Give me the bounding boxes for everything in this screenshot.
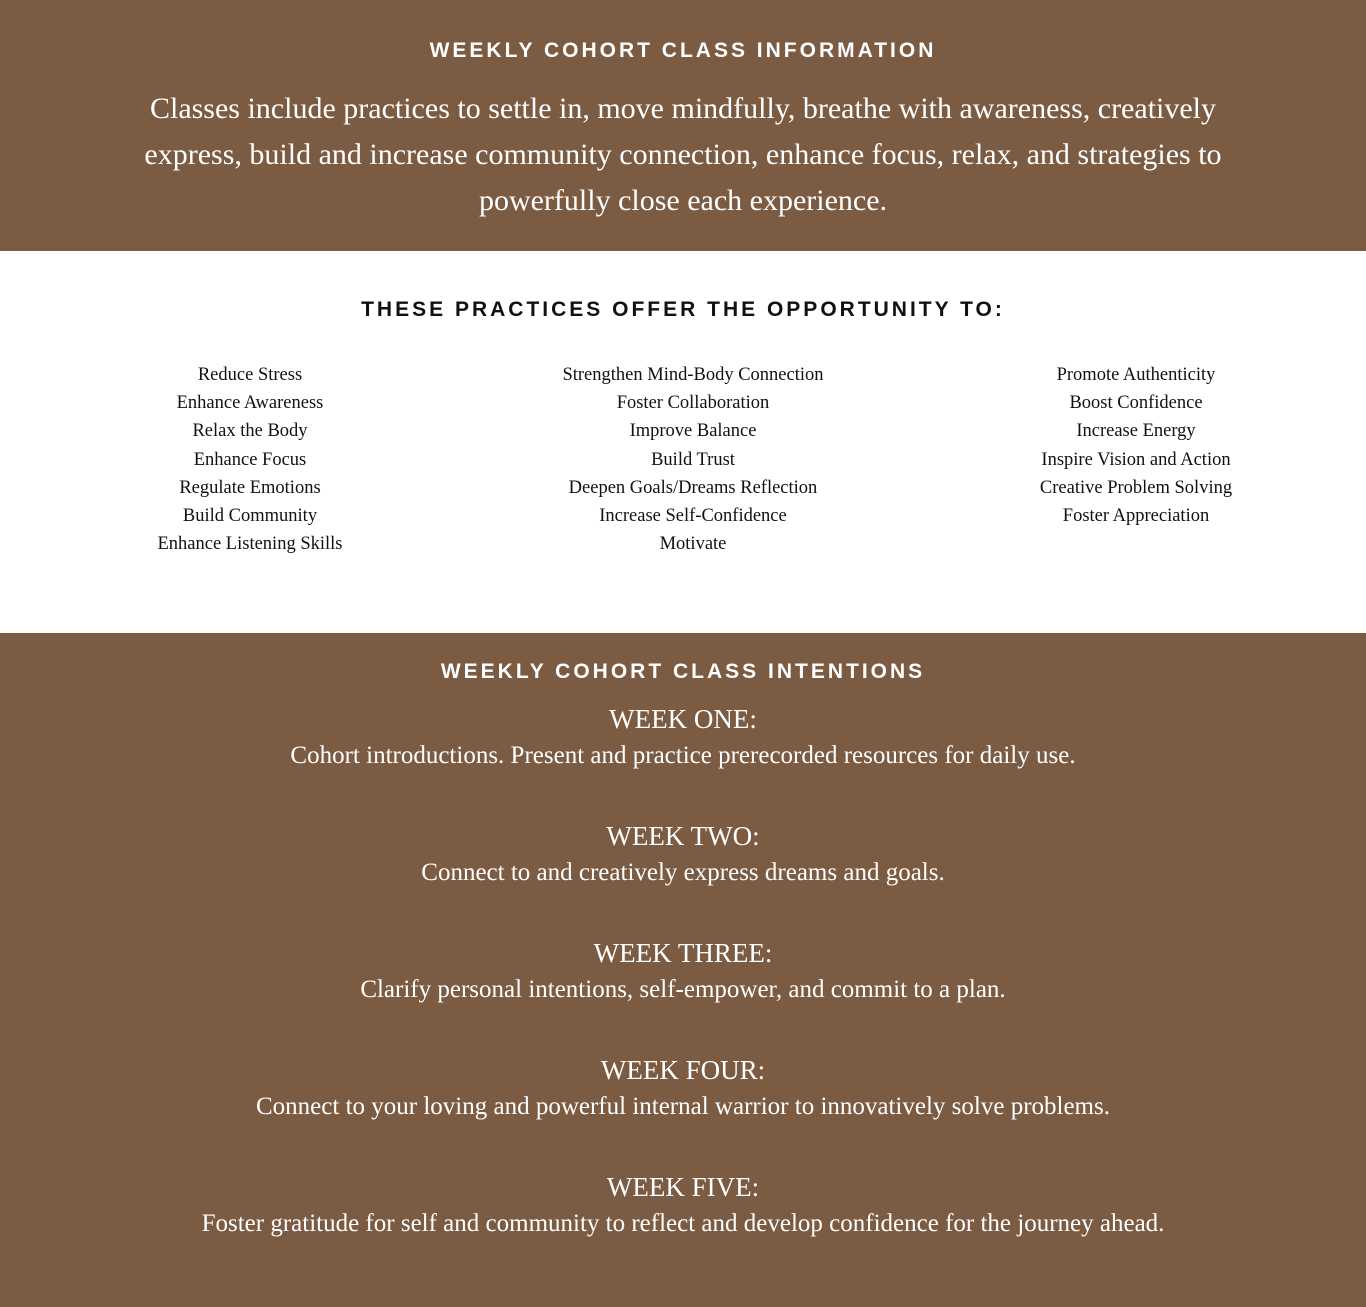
weeks-list: [0, 701, 1366, 1286]
practice-item: Enhance Awareness: [176, 393, 324, 414]
week-item: [0, 935, 1366, 1052]
practice-item: Enhance Focus: [193, 449, 307, 470]
practice-item: Regulate Emotions: [179, 477, 321, 498]
class-information-section: [0, 0, 1366, 251]
practices-column-1: [50, 361, 450, 558]
week-description: Connect to your loving and powerful internal warrior to innovatively solve problems.: [256, 1093, 1110, 1120]
practice-item: Increase Energy: [1076, 421, 1196, 442]
week-description: Connect to and creatively express dreams and goals.: [421, 859, 945, 886]
week-title: WEEK FIVE:: [606, 1172, 760, 1202]
week-item: [0, 818, 1366, 935]
practice-item: Foster Appreciation: [1062, 506, 1210, 527]
practice-item: Enhance Listening Skills: [157, 534, 343, 555]
practices-heading: THESE PRACTICES OFFER THE OPPORTUNITY TO:: [361, 298, 1005, 321]
practice-item: Deepen Goals/Dreams Reflection: [568, 477, 818, 498]
practices-column-3: [936, 361, 1336, 530]
practice-item: Promote Authenticity: [1056, 365, 1216, 385]
week-item: [0, 1052, 1366, 1169]
week-title: WEEK ONE:: [609, 704, 757, 734]
practices-section: [0, 251, 1366, 633]
week-item: [0, 701, 1366, 818]
practice-item: Reduce Stress: [197, 365, 303, 385]
practice-item: Improve Balance: [629, 421, 757, 442]
week-description: Foster gratitude for self and community to reflect and develop confidence for the journey ahead.: [201, 1210, 1165, 1237]
week-title: WEEK TWO:: [606, 821, 760, 851]
class-information-heading: WEEKLY COHORT CLASS INFORMATION: [429, 39, 937, 62]
class-information-body: Classes include practices to settle in, move mindfully, breathe with awareness, creatively express, build and increase community connection, enhance focus, relax, and strategies to powerfully close each experience.: [144, 92, 1222, 217]
week-item: [0, 1169, 1366, 1286]
practice-item: Build Community: [182, 506, 318, 527]
practices-column-2: [493, 361, 893, 558]
practice-item: Strengthen Mind-Body Connection: [562, 365, 824, 385]
practice-item: Relax the Body: [192, 421, 308, 442]
practice-item: Creative Problem Solving: [1039, 477, 1233, 498]
practice-item: Boost Confidence: [1069, 393, 1203, 414]
class-intentions-heading: WEEKLY COHORT CLASS INTENTIONS: [440, 660, 926, 683]
practices-columns: [0, 361, 1366, 581]
week-title: WEEK THREE:: [593, 938, 773, 968]
week-description: Cohort introductions. Present and practice prerecorded resources for daily use.: [290, 742, 1076, 769]
practice-item: Foster Collaboration: [616, 393, 770, 414]
practice-item: Build Trust: [651, 449, 735, 470]
week-title: WEEK FOUR:: [600, 1055, 766, 1085]
practice-item: Increase Self-Confidence: [599, 506, 787, 527]
practice-item: Inspire Vision and Action: [1041, 449, 1231, 470]
week-description: Clarify personal intentions, self-empower, and commit to a plan.: [360, 976, 1006, 1003]
class-intentions-section: [0, 633, 1366, 1307]
practice-item: Motivate: [659, 534, 727, 555]
